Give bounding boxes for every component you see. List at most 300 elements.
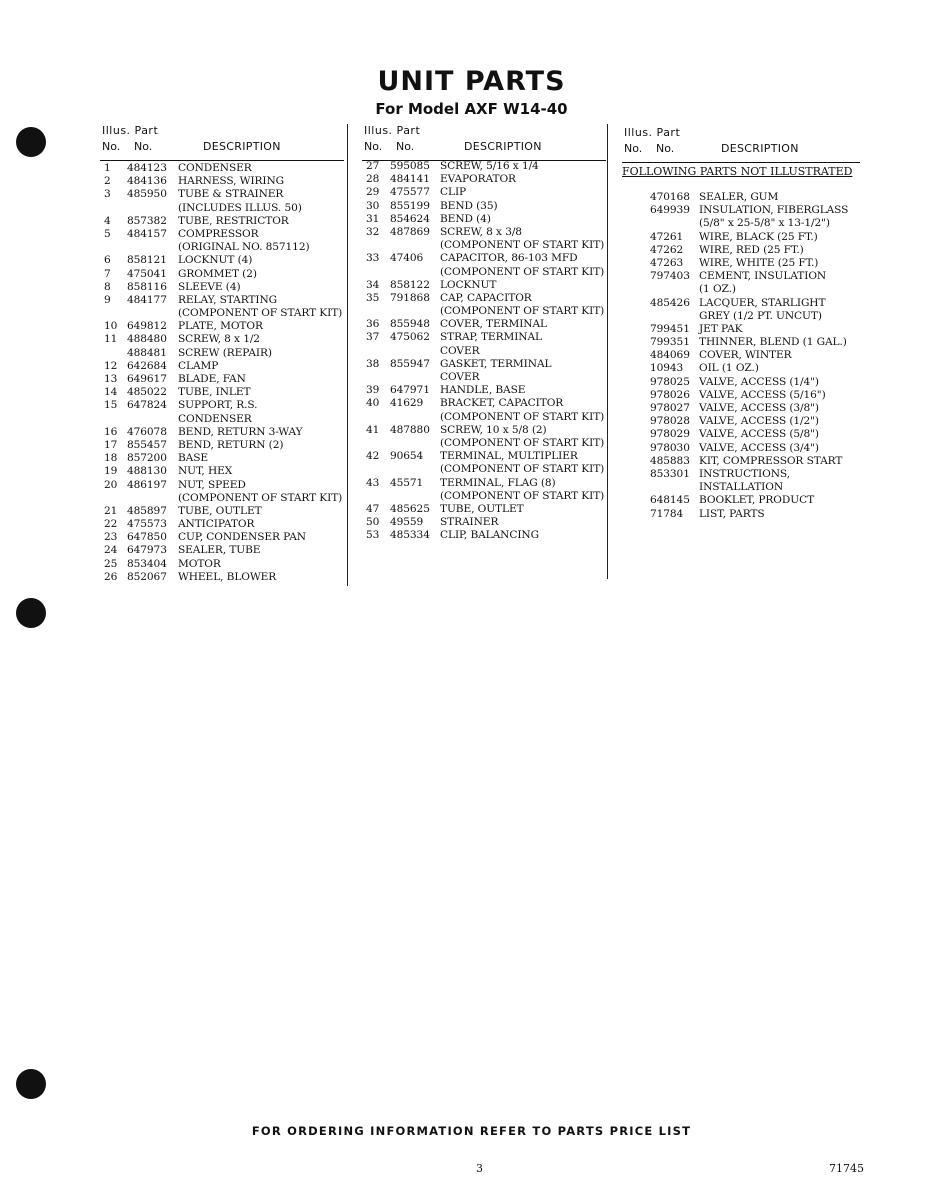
- illus-no-label: No.: [102, 140, 121, 153]
- illus-number: 32: [366, 225, 380, 238]
- column-header: [100, 122, 344, 161]
- parts-list: [622, 191, 860, 521]
- table-row: [362, 252, 606, 265]
- part-description: TUBE, RESTRICTOR: [178, 214, 289, 227]
- part-description: THINNER, BLEND (1 GAL.): [699, 336, 847, 349]
- table-row: [362, 463, 606, 476]
- part-number: 858121: [127, 254, 167, 267]
- illus-number: 26: [104, 570, 118, 583]
- parts-column-3: [622, 124, 860, 521]
- part-number: 485426: [650, 296, 690, 309]
- part-number: 978025: [650, 375, 690, 388]
- illus-number: 2: [104, 175, 111, 188]
- illus-number: 36: [366, 318, 380, 331]
- table-row: [622, 257, 860, 270]
- table-row: [362, 371, 606, 384]
- part-description: SCREW, 8 x 3/8: [440, 225, 522, 238]
- column-header: [622, 124, 860, 163]
- part-number: 797403: [650, 270, 690, 283]
- punch-hole-bottom: [16, 1069, 46, 1099]
- part-number: 47262: [650, 243, 684, 256]
- part-no-label: No.: [396, 140, 415, 153]
- parts-column-1: [100, 122, 344, 584]
- model-subtitle: For Model AXF W14-40: [375, 100, 568, 118]
- illus-number: 28: [366, 173, 380, 186]
- part-number: 485897: [127, 504, 167, 517]
- part-description: TERMINAL, MULTIPLIER: [440, 450, 578, 463]
- part-description: CAPACITOR, 86-103 MFD: [440, 252, 578, 265]
- illus-part-label: Illus. Part: [364, 124, 421, 137]
- table-row: [100, 241, 344, 254]
- part-number: 791868: [390, 291, 430, 304]
- part-number: 855457: [127, 438, 167, 451]
- part-number: 484123: [127, 162, 167, 174]
- table-row: [100, 360, 344, 373]
- part-number: 855948: [390, 318, 430, 331]
- part-number: 475573: [127, 518, 167, 531]
- part-description: SLEEVE (4): [178, 280, 241, 293]
- part-description: (ORIGINAL NO. 857112): [178, 241, 310, 254]
- part-description: SEALER, GUM: [699, 191, 779, 203]
- part-number: 484069: [650, 349, 690, 362]
- part-description: (COMPONENT OF START KIT): [178, 491, 343, 504]
- part-number: 642684: [127, 359, 167, 372]
- part-number: 45571: [390, 476, 424, 489]
- part-description: NUT, SPEED: [178, 478, 246, 491]
- table-row: [622, 336, 860, 349]
- part-description: BEND (35): [440, 199, 498, 212]
- table-row: [362, 424, 606, 437]
- illus-number: 4: [104, 214, 111, 227]
- part-number: 47261: [650, 230, 684, 243]
- part-description: TUBE, INLET: [178, 386, 251, 399]
- illus-number: 29: [366, 186, 380, 199]
- part-description: CUP, CONDENSER PAN: [178, 531, 306, 544]
- part-description: CLAMP: [178, 359, 219, 372]
- illus-number: 13: [104, 373, 118, 385]
- part-number: 855947: [390, 357, 430, 370]
- table-row: [100, 439, 344, 452]
- illus-number: 9: [104, 293, 111, 306]
- table-row: [362, 345, 606, 358]
- table-row: [362, 450, 606, 463]
- part-number: 41629: [390, 397, 424, 410]
- illus-number: 30: [366, 199, 380, 212]
- part-description: EVAPORATOR: [440, 173, 516, 186]
- table-row: [362, 226, 606, 239]
- part-number: 47263: [650, 256, 684, 269]
- table-row: [622, 217, 860, 230]
- part-description: BLADE, FAN: [178, 373, 246, 385]
- table-row: [100, 175, 344, 188]
- illus-no-label: No.: [364, 140, 383, 153]
- table-row: [362, 186, 606, 199]
- table-row: [622, 389, 860, 402]
- illus-number: 33: [366, 252, 380, 265]
- table-row: [362, 358, 606, 371]
- table-row: [100, 162, 344, 175]
- illus-number: 43: [366, 476, 380, 489]
- part-description: LOCKNUT: [440, 278, 497, 291]
- part-description: STRAP, TERMINAL: [440, 331, 542, 344]
- illus-number: 34: [366, 278, 380, 291]
- part-number: 649939: [650, 204, 690, 217]
- table-row: [622, 376, 860, 389]
- part-description: ANTICIPATOR: [178, 518, 255, 531]
- illus-number: 23: [104, 531, 118, 544]
- part-description: BRACKET, CAPACITOR: [440, 397, 564, 410]
- part-number: 853301: [650, 467, 690, 480]
- part-number: 978027: [650, 402, 690, 414]
- part-number: 484141: [390, 173, 430, 186]
- table-row: [622, 310, 860, 323]
- part-description: (COMPONENT OF START KIT): [440, 489, 605, 502]
- part-description: SCREW, 10 x 5/8 (2): [440, 423, 547, 436]
- part-description: TUBE, OUTLET: [440, 502, 524, 515]
- table-row: [362, 384, 606, 397]
- table-row: [100, 281, 344, 294]
- illus-number: 11: [104, 333, 118, 346]
- table-row: [362, 503, 606, 516]
- table-row: [622, 244, 860, 257]
- part-description: STRAINER: [440, 516, 499, 529]
- part-number: 475041: [127, 267, 167, 280]
- description-label: DESCRIPTION: [464, 140, 542, 153]
- part-description: (1 OZ.): [699, 283, 736, 296]
- part-number: 858116: [127, 280, 167, 293]
- part-description: RELAY, STARTING: [178, 293, 277, 306]
- part-description: VALVE, ACCESS (1/4"): [699, 375, 819, 388]
- table-row: [100, 558, 344, 571]
- part-number: 647971: [390, 384, 430, 397]
- table-row: [100, 531, 344, 544]
- part-description: COVER: [440, 371, 480, 383]
- table-row: [622, 323, 860, 336]
- illus-number: 3: [104, 188, 111, 201]
- part-description: TERMINAL, FLAG (8): [440, 476, 556, 489]
- ordering-info: FOR ORDERING INFORMATION REFER TO PARTS PRICE LIST: [251, 1124, 692, 1138]
- part-number: 595085: [390, 160, 430, 172]
- table-row: [100, 320, 344, 333]
- table-row: [100, 465, 344, 478]
- part-description: VALVE, ACCESS (3/8"): [699, 402, 819, 414]
- illus-number: 53: [366, 529, 380, 542]
- part-number: 978028: [650, 415, 690, 428]
- part-description: (COMPONENT OF START KIT): [440, 305, 605, 318]
- part-description: INSTALLATION: [699, 481, 783, 494]
- part-number: 978030: [650, 441, 690, 454]
- part-number: 475062: [390, 331, 430, 344]
- not-illustrated-note: FOLLOWING PARTS NOT ILLUSTRATED: [622, 165, 853, 178]
- punch-hole-middle: [16, 598, 46, 628]
- part-number: 90654: [390, 450, 424, 463]
- part-description: (INCLUDES ILLUS. 50): [178, 201, 302, 214]
- part-number: 978029: [650, 428, 690, 441]
- table-row: [100, 188, 344, 201]
- part-description: GROMMET (2): [178, 267, 257, 280]
- illus-number: 42: [366, 450, 380, 463]
- table-row: [100, 307, 344, 320]
- part-description: CLIP: [440, 186, 467, 199]
- table-row: [100, 518, 344, 531]
- part-number: 649812: [127, 320, 167, 333]
- part-description: COMPRESSOR: [178, 227, 259, 240]
- part-description: BEND (4): [440, 212, 491, 225]
- part-description: CONDENSER: [178, 162, 252, 174]
- part-number: 49559: [390, 516, 424, 529]
- table-row: [362, 292, 606, 305]
- part-description: (COMPONENT OF START KIT): [440, 436, 605, 449]
- illus-number: 5: [104, 227, 111, 240]
- table-row: [100, 479, 344, 492]
- part-description: LACQUER, STARLIGHT: [699, 296, 826, 309]
- part-number: 485625: [390, 502, 430, 515]
- part-number: 857200: [127, 452, 167, 465]
- part-number: 978026: [650, 388, 690, 401]
- part-description: WIRE, WHITE (25 FT.): [699, 256, 819, 269]
- table-row: [622, 297, 860, 310]
- part-number: 855199: [390, 199, 430, 212]
- illus-number: 6: [104, 254, 111, 267]
- description-label: DESCRIPTION: [721, 142, 799, 155]
- table-row: [362, 213, 606, 226]
- illus-number: 8: [104, 280, 111, 293]
- illus-number: 31: [366, 212, 380, 225]
- part-description: WIRE, BLACK (25 FT.): [699, 230, 818, 243]
- part-number: 485950: [127, 188, 167, 201]
- part-number: 485334: [390, 529, 430, 542]
- punch-hole-top: [16, 127, 46, 157]
- part-number: 647824: [127, 399, 167, 412]
- table-row: [362, 411, 606, 424]
- part-description: INSTRUCTIONS,: [699, 467, 790, 480]
- part-no-label: No.: [134, 140, 153, 153]
- table-row: [100, 373, 344, 386]
- part-number: 648145: [650, 494, 690, 507]
- part-description: (COMPONENT OF START KIT): [440, 410, 605, 423]
- part-number: 799451: [650, 322, 690, 335]
- table-row: [622, 402, 860, 415]
- illus-number: 7: [104, 267, 111, 280]
- table-row: [622, 362, 860, 375]
- table-row: [100, 333, 344, 346]
- part-number: 485022: [127, 386, 167, 399]
- illus-number: 40: [366, 397, 380, 410]
- parts-column-2: [362, 122, 606, 542]
- illus-number: 20: [104, 478, 118, 491]
- part-description: WIRE, RED (25 FT.): [699, 243, 804, 256]
- part-number: 470168: [650, 191, 690, 203]
- part-description: COVER, WINTER: [699, 349, 792, 362]
- column-header: [362, 122, 606, 161]
- part-number: 857382: [127, 214, 167, 227]
- table-row: [622, 508, 860, 521]
- part-description: VALVE, ACCESS (5/8"): [699, 428, 819, 441]
- illus-number: 38: [366, 357, 380, 370]
- table-row: [100, 571, 344, 584]
- table-row: [622, 481, 860, 494]
- table-row: [100, 294, 344, 307]
- part-no-label: No.: [656, 142, 675, 155]
- part-description: SUPPORT, R.S.: [178, 399, 258, 412]
- part-number: 799351: [650, 336, 690, 349]
- illus-number: 22: [104, 518, 118, 531]
- table-row: [622, 270, 860, 283]
- table-row: [100, 228, 344, 241]
- part-description: HARNESS, WIRING: [178, 175, 285, 188]
- page-title: UNIT PARTS: [377, 66, 566, 97]
- part-number: 47406: [390, 252, 424, 265]
- table-row: [362, 279, 606, 292]
- illus-number: 37: [366, 331, 380, 344]
- part-description: LIST, PARTS: [699, 507, 765, 520]
- illus-number: 12: [104, 359, 118, 372]
- part-number: 475577: [390, 186, 430, 199]
- illus-number: 15: [104, 399, 118, 412]
- part-description: (COMPONENT OF START KIT): [440, 239, 605, 252]
- part-description: (5/8" x 25-5/8" x 13-1/2"): [699, 217, 830, 230]
- part-description: CEMENT, INSULATION: [699, 270, 827, 283]
- part-description: PLATE, MOTOR: [178, 320, 263, 333]
- parts-list: [362, 160, 606, 542]
- part-description: OIL (1 OZ.): [699, 362, 759, 375]
- illus-number: 50: [366, 516, 380, 529]
- part-number: 476078: [127, 425, 167, 438]
- part-number: 858122: [390, 278, 430, 291]
- illus-number: 47: [366, 502, 380, 515]
- part-number: 486197: [127, 478, 167, 491]
- illus-number: 24: [104, 544, 118, 557]
- part-description: MOTOR: [178, 557, 221, 570]
- illus-number: 27: [366, 160, 380, 172]
- table-row: [622, 494, 860, 507]
- part-description: VALVE, ACCESS (5/16"): [699, 388, 826, 401]
- illus-number: 16: [104, 425, 118, 438]
- page-number: 3: [476, 1162, 483, 1175]
- part-description: JET PAK: [699, 322, 743, 335]
- table-row: [622, 455, 860, 468]
- table-row: [100, 544, 344, 557]
- table-row: [362, 305, 606, 318]
- part-description: CAP, CAPACITOR: [440, 291, 532, 304]
- table-row: [622, 415, 860, 428]
- part-description: TUBE & STRAINER: [178, 188, 284, 201]
- column-divider: [607, 124, 608, 579]
- table-row: [622, 428, 860, 441]
- table-row: [362, 516, 606, 529]
- part-description: (COMPONENT OF START KIT): [178, 307, 343, 320]
- part-description: BEND, RETURN (2): [178, 438, 284, 451]
- illus-number: 10: [104, 320, 118, 333]
- illus-part-label: Illus. Part: [102, 124, 159, 137]
- table-row: [362, 331, 606, 344]
- part-number: 484136: [127, 175, 167, 188]
- table-row: [100, 505, 344, 518]
- table-row: [362, 173, 606, 186]
- part-description: SCREW, 8 x 1/2: [178, 333, 260, 346]
- part-description: CLIP, BALANCING: [440, 529, 539, 542]
- table-row: [362, 239, 606, 252]
- part-description: VALVE, ACCESS (1/2"): [699, 415, 819, 428]
- column-divider: [347, 124, 348, 586]
- illus-number: 41: [366, 423, 380, 436]
- part-number: 854624: [390, 212, 430, 225]
- part-number: 484177: [127, 293, 167, 306]
- part-number: 853404: [127, 557, 167, 570]
- part-number: 488481: [127, 346, 167, 359]
- part-number: 649617: [127, 373, 167, 385]
- table-row: [362, 437, 606, 450]
- illus-number: 21: [104, 504, 118, 517]
- part-description: SCREW, 5/16 x 1/4: [440, 160, 539, 172]
- illus-number: 19: [104, 465, 118, 478]
- illus-number: 35: [366, 291, 380, 304]
- part-description: (COMPONENT OF START KIT): [440, 265, 605, 278]
- table-row: [362, 160, 606, 173]
- part-description: VALVE, ACCESS (3/4"): [699, 441, 819, 454]
- table-row: [100, 347, 344, 360]
- part-description: NUT, HEX: [178, 465, 233, 478]
- part-number: 71784: [650, 507, 684, 520]
- table-row: [622, 442, 860, 455]
- part-description: WHEEL, BLOWER: [178, 570, 277, 583]
- table-row: [100, 426, 344, 439]
- part-number: 487869: [390, 225, 430, 238]
- part-description: GASKET, TERMINAL: [440, 357, 552, 370]
- table-row: [100, 202, 344, 215]
- part-description: BEND, RETURN 3-WAY: [178, 425, 303, 438]
- table-row: [622, 231, 860, 244]
- part-description: LOCKNUT (4): [178, 254, 253, 267]
- part-description: KIT, COMPRESSOR START: [699, 454, 843, 467]
- illus-part-label: Illus. Part: [624, 126, 681, 139]
- part-number: 485883: [650, 454, 690, 467]
- table-row: [622, 349, 860, 362]
- table-row: [362, 318, 606, 331]
- document-number: 71745: [829, 1162, 864, 1175]
- part-number: 488130: [127, 465, 167, 478]
- table-row: [100, 413, 344, 426]
- illus-number: 1: [104, 162, 111, 174]
- table-row: [622, 283, 860, 296]
- part-description: BASE: [178, 452, 209, 465]
- table-row: [100, 386, 344, 399]
- part-description: INSULATION, FIBERGLASS: [699, 204, 849, 217]
- part-number: 10943: [650, 362, 684, 375]
- illus-number: 18: [104, 452, 118, 465]
- table-row: [100, 268, 344, 281]
- part-number: 484157: [127, 227, 167, 240]
- part-description: COVER, TERMINAL: [440, 318, 547, 331]
- part-description: (COMPONENT OF START KIT): [440, 463, 605, 476]
- table-row: [362, 200, 606, 213]
- part-description: SEALER, TUBE: [178, 544, 261, 557]
- table-row: [362, 477, 606, 490]
- part-description: BOOKLET, PRODUCT: [699, 494, 815, 507]
- table-row: [622, 191, 860, 204]
- parts-list: [100, 162, 344, 584]
- table-row: [100, 215, 344, 228]
- table-row: [100, 254, 344, 267]
- part-description: COVER: [440, 344, 480, 357]
- table-row: [100, 399, 344, 412]
- table-row: [362, 397, 606, 410]
- illus-number: 14: [104, 386, 118, 399]
- illus-number: 25: [104, 557, 118, 570]
- table-row: [622, 468, 860, 481]
- table-row: [362, 490, 606, 503]
- table-row: [100, 452, 344, 465]
